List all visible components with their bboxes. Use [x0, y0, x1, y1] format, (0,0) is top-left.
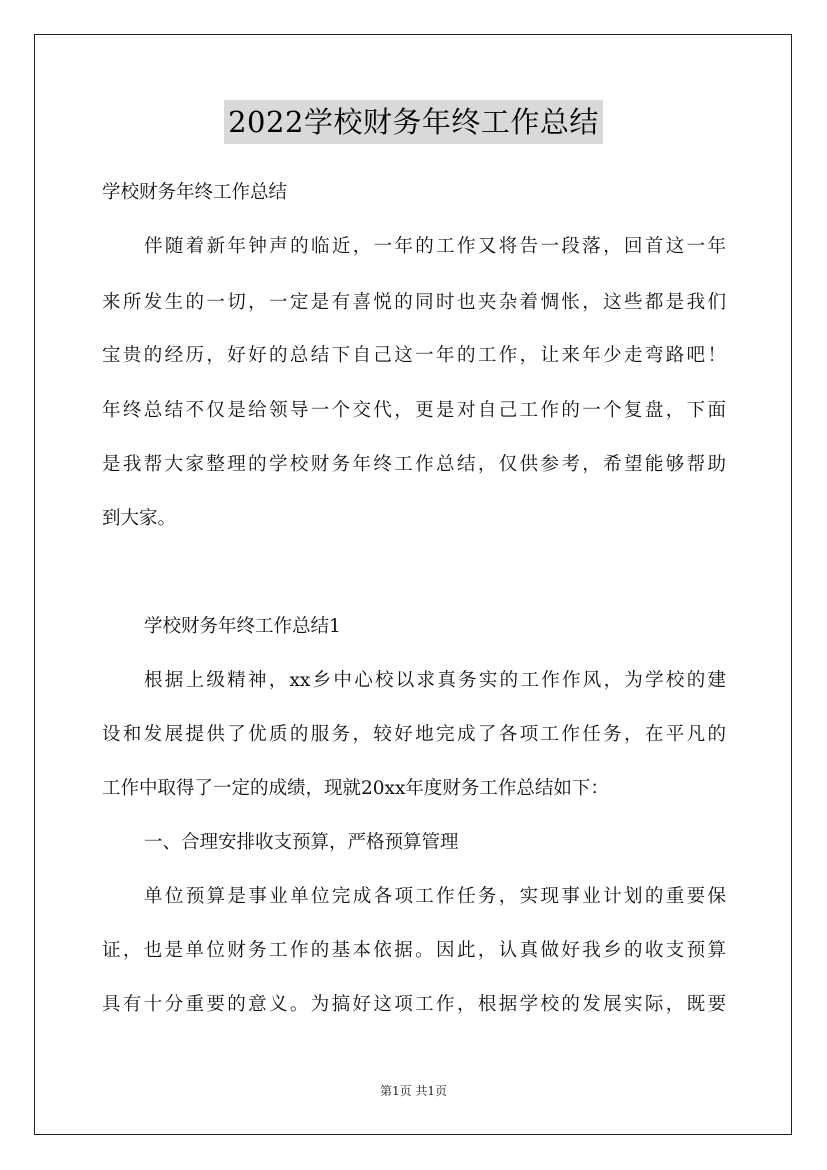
intro-line: 是我帮大家整理的学校财务年终工作总结，仅供参考，希望能够帮助: [102, 454, 726, 475]
section-heading: 学校财务年终工作总结1: [144, 616, 341, 637]
document-title: 2022学校财务年终工作总结: [224, 100, 603, 144]
document-subtitle: 学校财务年终工作总结: [102, 182, 288, 203]
title-container: [0, 100, 827, 144]
item-heading: 一、合理安排收支预算，严格预算管理: [144, 832, 459, 853]
intro-line: 来所发生的一切，一定是有喜悦的同时也夹杂着惆怅，这些都是我们: [102, 292, 726, 313]
section-line: 根据上级精神，xx乡中心校以求真务实的工作作风，为学校的建: [144, 670, 726, 691]
intro-line: 宝贵的经历，好好的总结下自己这一年的工作，让来年少走弯路吧！: [102, 345, 726, 366]
item-line: 证，也是单位财务工作的基本依据。因此，认真做好我乡的收支预算: [102, 940, 726, 961]
section-line: 工作中取得了一定的成绩，现就20xx年度财务工作总结如下：: [102, 778, 609, 799]
intro-line: 到大家。: [102, 508, 177, 529]
item-line: 具有十分重要的意义。为搞好这项工作，根据学校的发展实际，既要: [102, 994, 726, 1015]
intro-line: 年终总结不仅是给领导一个交代，更是对自己工作的一个复盘，下面: [102, 400, 726, 421]
item-line: 单位预算是事业单位完成各项工作任务，实现事业计划的重要保: [144, 886, 726, 907]
intro-line: 伴随着新年钟声的临近，一年的工作又将告一段落，回首这一年: [144, 236, 726, 257]
section-line: 设和发展提供了优质的服务，较好地完成了各项工作任务，在平凡的: [102, 724, 726, 745]
page-footer: 第1页 共1页: [379, 1084, 448, 1098]
